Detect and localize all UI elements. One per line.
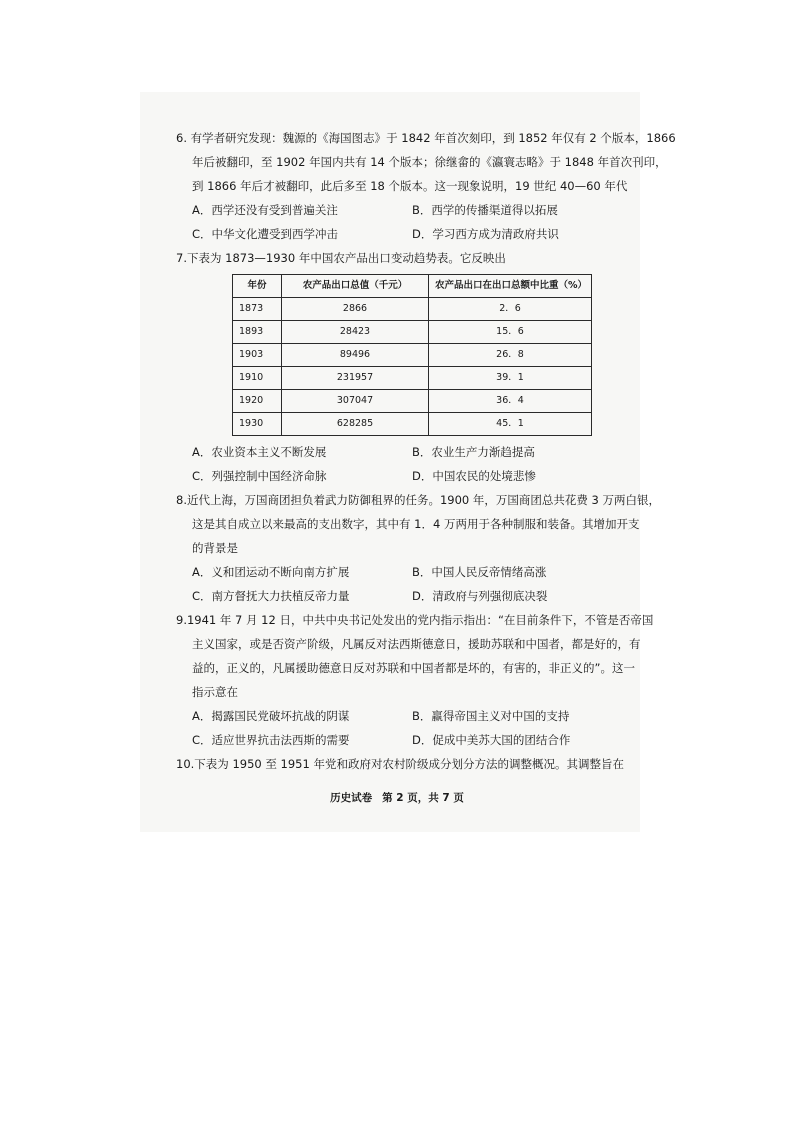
q7-option-d: D．中国农民的处境悲惨: [412, 469, 536, 483]
table-row: [233, 390, 592, 413]
question-6: [176, 126, 676, 246]
q7-option-b: B．农业生产力渐趋提高: [412, 445, 535, 459]
q8-line-2: 这是其自成立以来最高的支出数字，其中有 1．4 万两用于各种制服和装备。其增加开支: [192, 517, 640, 531]
q9-line-3: 益的，正义的，凡属援助德意日反对苏联和中国者都是坏的，有害的，非正义的”。这一: [192, 661, 635, 675]
q6-line-1: 6. 有学者研究发现：魏源的《海国图志》于 1842 年首次刻印，到 1852 年仅有 2 个版本，1866: [176, 131, 676, 145]
table-cell-share: 2．6: [429, 298, 592, 321]
table-header-share: 农产品出口在出口总额中比重（%）: [429, 275, 592, 298]
q9-options-row-2: [176, 728, 636, 752]
page-footer: [0, 790, 794, 805]
table-cell-year: 1903: [233, 344, 282, 367]
q8-options-row-1: [176, 560, 636, 584]
q6-option-d: D．学习西方成为清政府共识: [412, 227, 559, 241]
q7-options-row-2: [176, 464, 636, 488]
table-cell-year: 1873: [233, 298, 282, 321]
question-8: [176, 488, 661, 608]
table-cell-year: 1930: [233, 413, 282, 436]
q8-option-d: D．清政府与列强彻底决裂: [412, 589, 548, 603]
table-cell-value: 2866: [282, 298, 429, 321]
table-cell-year: 1893: [233, 321, 282, 344]
q8-options-row-2: [176, 584, 636, 608]
table-row: [233, 344, 592, 367]
question-7: [176, 246, 636, 488]
q8-line-3: 的背景是: [192, 541, 238, 555]
q9-option-d: D．促成中美苏大国的团结合作: [412, 733, 571, 747]
table-cell-year: 1920: [233, 390, 282, 413]
q6-option-c: C．中华文化遭受到西学冲击: [192, 227, 339, 241]
q8-line-1: 8.近代上海，万国商团担负着武力防御租界的任务。1900 年，万国商团总共花费 3 万两白银，: [176, 493, 661, 507]
q6-options-row-2: [176, 222, 636, 246]
table-cell-share: 45．1: [429, 413, 592, 436]
table-row: [233, 321, 592, 344]
footer-subject: 历史试卷: [330, 792, 373, 804]
q9-line-1: 9.1941 年 7 月 12 日，中共中央书记处发出的党内指示指出：“在目前条件下，不管是否帝国: [176, 613, 654, 627]
table-cell-value: 28423: [282, 321, 429, 344]
table-cell-value: 231957: [282, 367, 429, 390]
exam-content: [176, 126, 676, 776]
q7-stem: 7.下表为 1873—1930 年中国农产品出口变动趋势表。它反映出: [176, 251, 506, 265]
q9-options-row-1: [176, 704, 636, 728]
table-row: [233, 413, 592, 436]
table-cell-share: 39．1: [429, 367, 592, 390]
table-cell-share: 36．4: [429, 390, 592, 413]
table-cell-share: 15．6: [429, 321, 592, 344]
q7-table: [232, 274, 592, 436]
q7-option-c: C．列强控制中国经济命脉: [192, 469, 327, 483]
table-cell-value: 307047: [282, 390, 429, 413]
q9-option-a: A．揭露国民党破坏抗战的阴谋: [192, 709, 350, 723]
q6-option-a: A．西学还没有受到普遍关注: [192, 203, 338, 217]
q6-options-row-1: [176, 198, 636, 222]
question-10: [176, 752, 636, 776]
table-header-row: [233, 275, 592, 298]
table-cell-value: 628285: [282, 413, 429, 436]
question-9: [176, 608, 654, 752]
q6-line-2: 年后被翻印，至 1902 年国内共有 14 个版本；徐继畲的《瀛寰志略》于 1848 年首次刊印，: [192, 155, 667, 169]
footer-page-number: 第 2 页，共 7 页: [382, 792, 464, 804]
table-row: [233, 367, 592, 390]
q6-line-3: 到 1866 年后才被翻印，此后多至 18 个版本。这一现象说明，19 世纪 40—60 年代: [192, 179, 628, 193]
table-cell-share: 26．8: [429, 344, 592, 367]
q9-option-b: B．赢得帝国主义对中国的支持: [412, 709, 570, 723]
table-row: [233, 298, 592, 321]
table-header-year: 年份: [233, 275, 282, 298]
q7-option-a: A．农业资本主义不断发展: [192, 445, 327, 459]
q8-option-c: C．南方督抚大力扶植反帝力量: [192, 589, 350, 603]
q7-options-row-1: [176, 440, 636, 464]
q9-option-c: C．适应世界抗击法西斯的需要: [192, 733, 350, 747]
q6-option-b: B．西学的传播渠道得以拓展: [412, 203, 558, 217]
table-header-value: 农产品出口总值（千元）: [282, 275, 429, 298]
q8-option-a: A．义和团运动不断向南方扩展: [192, 565, 350, 579]
table-cell-year: 1910: [233, 367, 282, 390]
q8-option-b: B．中国人民反帝情绪高涨: [412, 565, 547, 579]
table-cell-value: 89496: [282, 344, 429, 367]
q9-line-4: 指示意在: [192, 685, 238, 699]
q10-stem: 10.下表为 1950 至 1951 年党和政府对农村阶级成分划分方法的调整概况。其调整旨在: [176, 757, 624, 771]
q9-line-2: 主义国家，或是否资产阶级，凡属反对法西斯德意日，援助苏联和中国者，都是好的，有: [192, 637, 641, 651]
